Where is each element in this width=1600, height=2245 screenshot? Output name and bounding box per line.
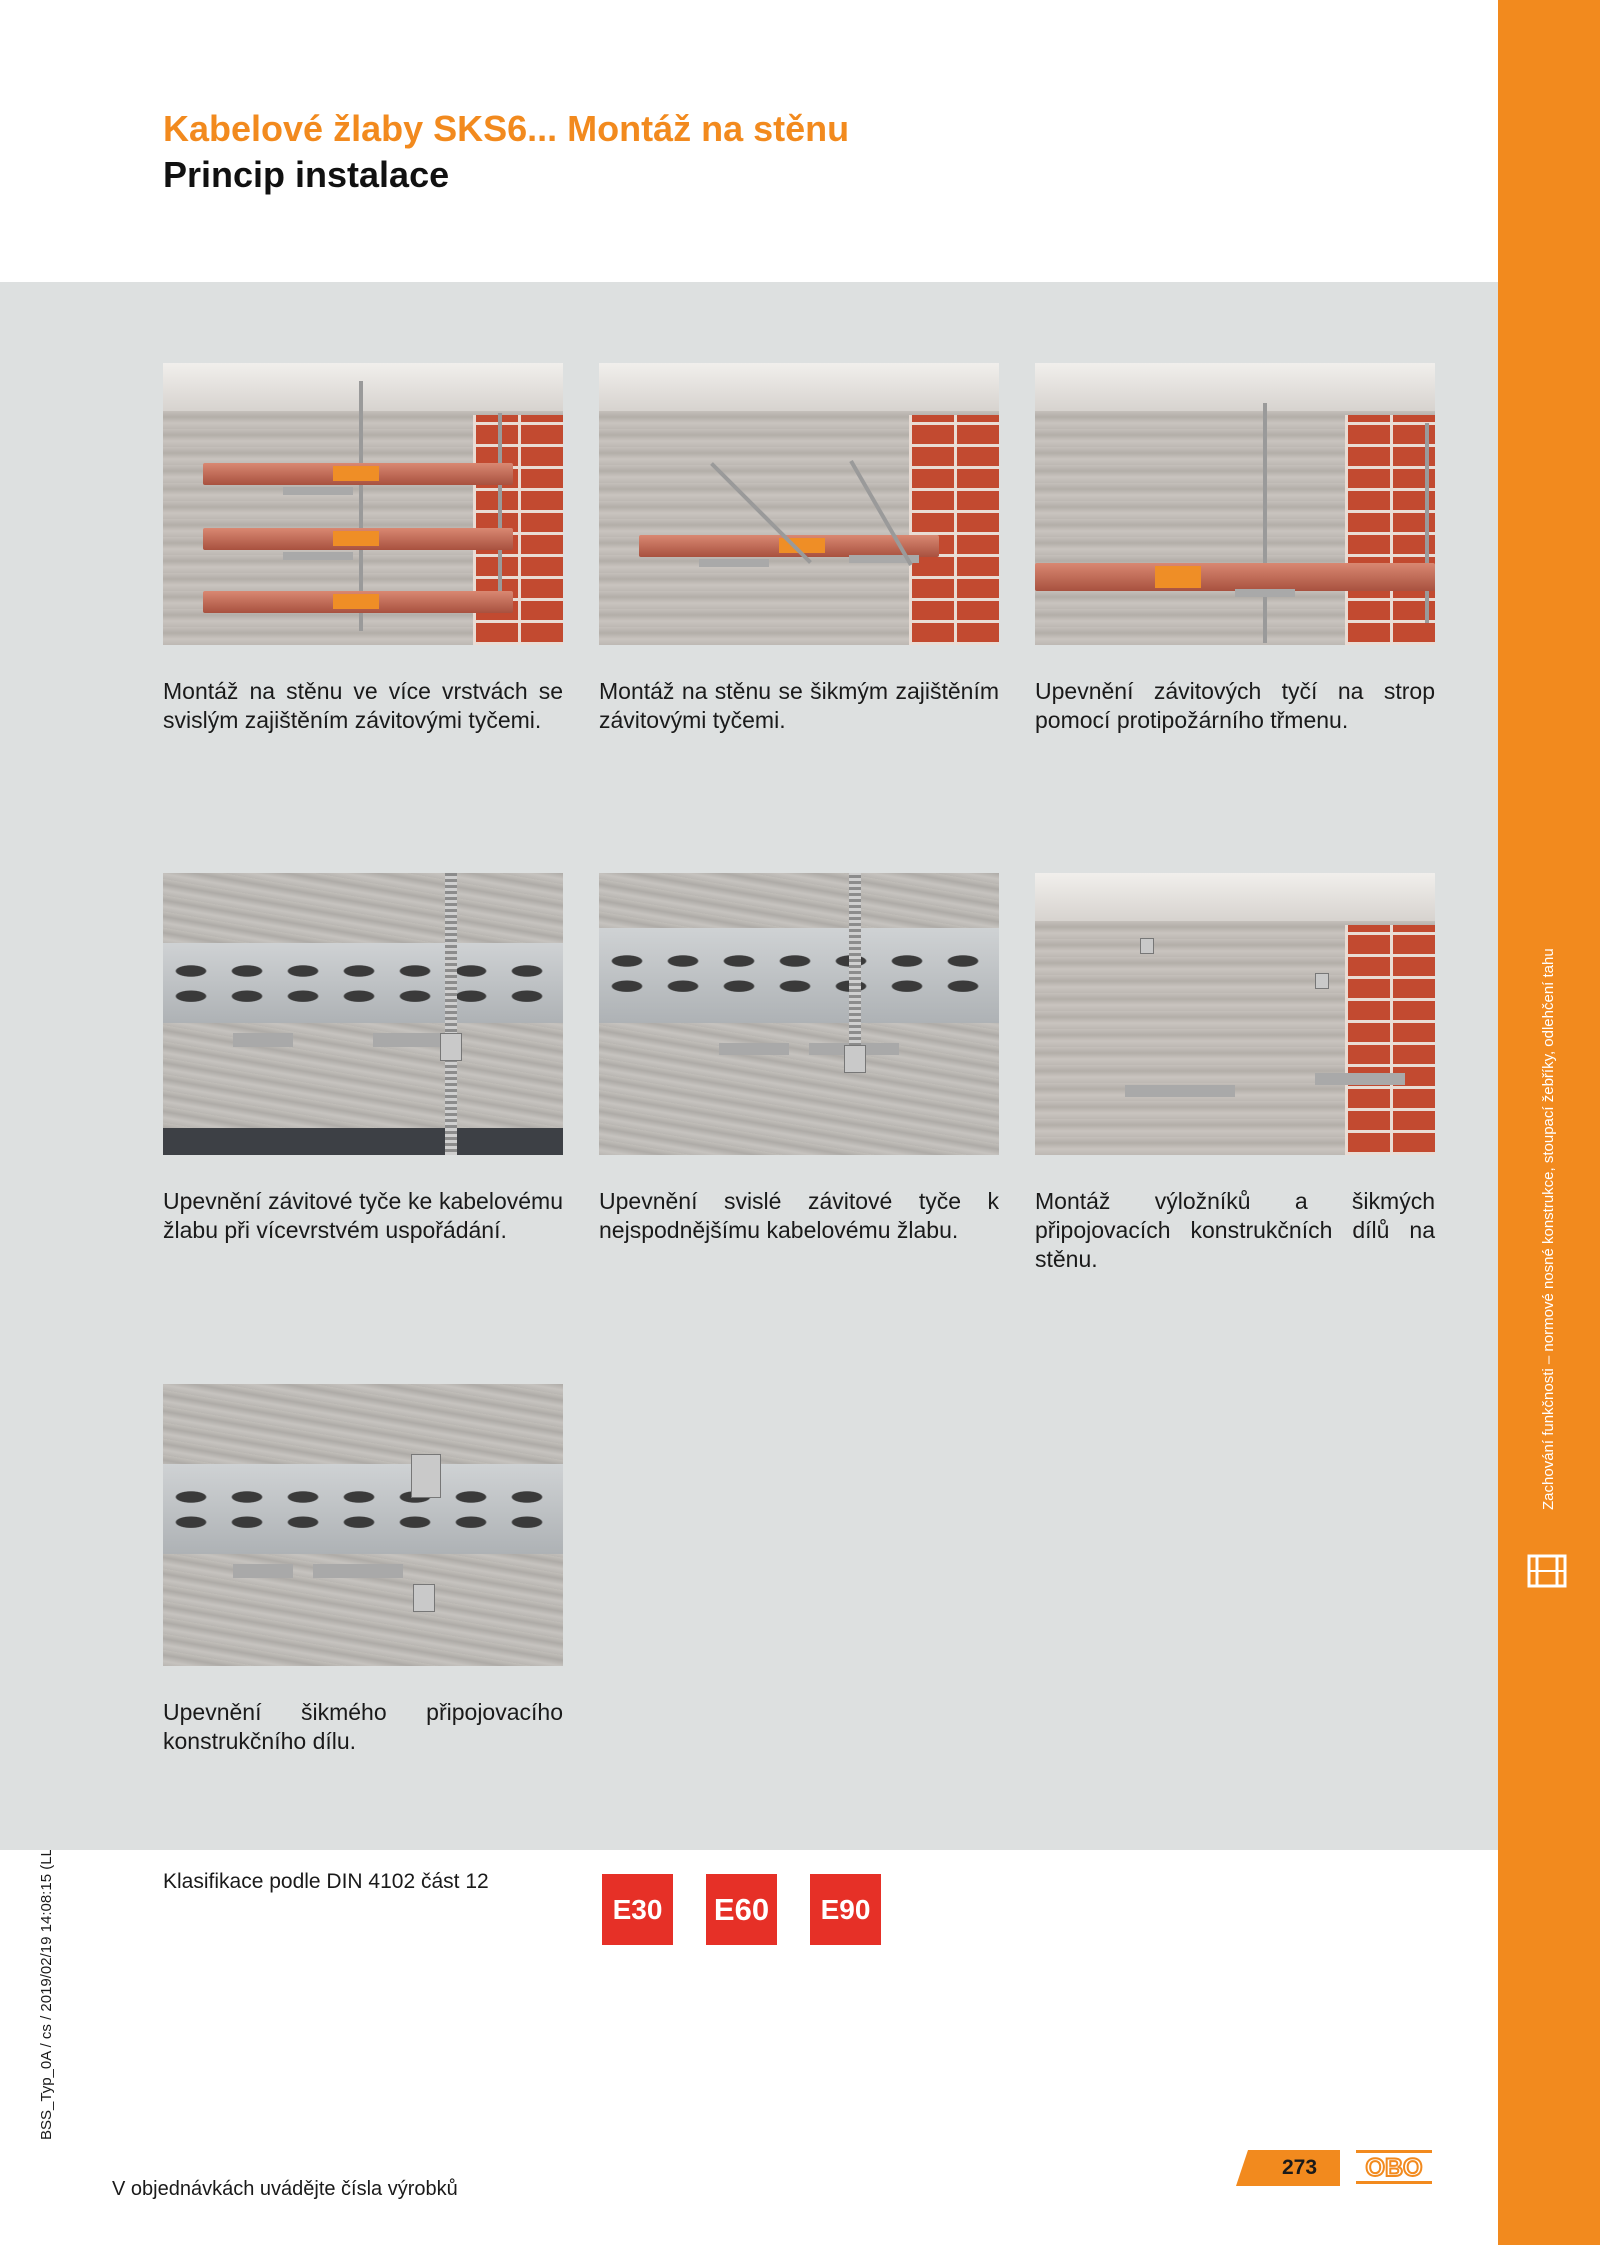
cable-ladder-icon — [1527, 1552, 1567, 1590]
logo-text: OBO — [1365, 2154, 1423, 2182]
page-number: 273 — [1282, 2156, 1318, 2179]
classification-label: Klasifikace podle DIN 4102 část 12 — [163, 1870, 489, 1893]
caption: Upevnění závitových tyčí na strop pomocí protipožárního třmenu. — [1035, 678, 1435, 733]
photo-rod-to-lowest-tray — [599, 873, 999, 1155]
caption: Montáž na stěnu ve více vrstvách se svislým zajištěním závitovými tyčemi. — [163, 678, 563, 733]
caption: Upevnění svislé závitové tyče k nejspodnějšímu kabelovému žlabu. — [599, 1188, 999, 1243]
photo-rod-to-tray-multilayer — [163, 873, 563, 1155]
installation-item-2 — [599, 363, 999, 735]
installation-item-5 — [599, 873, 999, 1245]
photo-diagonal-connector — [163, 1384, 563, 1666]
installation-item-6 — [1035, 873, 1435, 1274]
sidebar-vertical-text: Zachování funkčnosti – normové nosné konstrukce, stoupací žebříky, odlehčení tahu — [1540, 948, 1557, 1510]
caption: Upevnění závitové tyče ke kabelovému žlabu při vícevrstvém uspořádání. — [163, 1188, 563, 1243]
badge-e90: E90 — [810, 1874, 881, 1945]
installation-item-3 — [1035, 363, 1435, 735]
page-subtitle: Princip instalace — [163, 154, 450, 195]
badge-e30: E30 — [602, 1874, 673, 1945]
caption: Montáž výložníků a šikmých připojovacích konstrukčních dílů na stěnu. — [1035, 1188, 1435, 1272]
photo-diagonal-rod-wall-mount — [599, 363, 999, 645]
photo-multilayer-wall-mount — [163, 363, 563, 645]
obo-logo — [1356, 2150, 1432, 2184]
caption: Upevnění šikmého připojovacího konstrukčního dílu. — [163, 1699, 563, 1754]
installation-item-4 — [163, 873, 563, 1245]
caption: Montáž na stěnu se šikmým zajištěním závitovými tyčemi. — [599, 678, 999, 733]
badge-e60: E60 — [706, 1874, 777, 1945]
page-title: Kabelové žlaby SKS6... Montáž na stěnu — [163, 108, 850, 149]
installation-item-7 — [163, 1384, 563, 1756]
order-note: V objednávkách uvádějte čísla výrobků — [112, 2178, 458, 2200]
photo-wall-brackets — [1035, 873, 1435, 1155]
installation-item-1 — [163, 363, 563, 735]
photo-ceiling-fire-clamp — [1035, 363, 1435, 645]
